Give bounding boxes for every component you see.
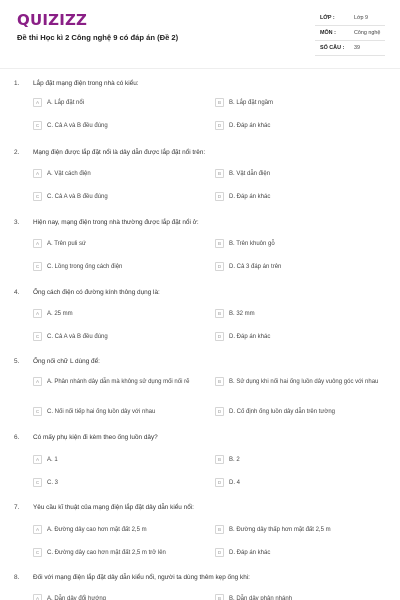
meta-row-grade [315, 11, 385, 26]
question-text: Mạng điện được lắp đặt nổi là dây dẫn được lắp đặt nổi trên: [33, 149, 206, 156]
question-number: 7. [14, 504, 20, 511]
meta-key: LỚP : [320, 15, 335, 21]
meta-key: SỐ CÂU : [320, 45, 345, 51]
meta-key: MÔN : [320, 30, 336, 36]
option-letter-box: D [215, 192, 224, 201]
option-text: B. Sử dụng khi nối hai ống luồn dây vuông góc với nhau [229, 379, 379, 385]
question-number: 2. [14, 149, 20, 156]
option-b[interactable] [215, 169, 270, 178]
option-text: D. Đáp án khác [229, 334, 271, 340]
option-text: B. Lắp đặt ngầm [229, 100, 274, 106]
option-letter-box: D [215, 262, 224, 271]
option-letter-box: A [33, 594, 42, 600]
option-b[interactable] [215, 455, 240, 464]
option-text: D. Đáp án khác [229, 123, 271, 129]
question-text: Đối với mạng điện lắp đặt dây dẫn kiểu nổi, người ta dùng thêm kẹp ống khi: [33, 574, 250, 581]
option-letter-box: B [215, 239, 224, 248]
header-divider [0, 68, 400, 69]
question-text: Hiện nay, mạng điện trong nhà thường được lắp đặt nổi ở: [33, 219, 199, 226]
option-d[interactable] [215, 192, 270, 201]
option-text: C. Cả A và B đều đúng [47, 194, 108, 200]
option-letter-box: D [215, 407, 224, 416]
option-letter-box: C [33, 262, 42, 271]
meta-row-subject [315, 26, 385, 41]
option-letter-box: A [33, 169, 42, 178]
option-b[interactable] [215, 98, 273, 107]
option-c[interactable] [33, 407, 155, 416]
option-d[interactable] [215, 262, 281, 271]
quiz-meta [315, 11, 385, 56]
option-a[interactable] [33, 169, 91, 178]
option-b[interactable] [215, 309, 255, 318]
option-letter-box: C [33, 478, 42, 487]
meta-value: Lớp 9 [354, 15, 369, 21]
option-a[interactable] [33, 309, 73, 318]
option-letter-box: D [215, 332, 224, 341]
option-letter-box: B [215, 455, 224, 464]
question-text: Yêu cầu kĩ thuật của mạng điện lắp đặt dây dẫn kiểu nổi: [33, 504, 194, 511]
option-text: D. Cố định ống luồn dây dẫn trên tường [229, 409, 336, 415]
question-number: 1. [14, 80, 20, 87]
option-text: D. Đáp án khác [229, 550, 271, 556]
option-text: A. 1 [47, 457, 58, 463]
option-d[interactable] [215, 121, 270, 130]
option-c[interactable] [33, 121, 108, 130]
option-letter-box: D [215, 478, 224, 487]
question-text: Có mấy phụ kiện đi kèm theo ống luồn dây? [33, 434, 158, 441]
question-text: Ống cách điện có đường kính thông dụng là: [33, 289, 160, 296]
option-text: C. 3 [47, 480, 59, 486]
option-c[interactable] [33, 332, 108, 341]
option-b[interactable] [215, 525, 331, 534]
option-text: A. Lắp đặt nổi [47, 100, 85, 106]
option-letter-box: A [33, 377, 42, 386]
option-letter-box: A [33, 455, 42, 464]
option-d[interactable] [215, 407, 335, 416]
option-text: D. Cả 3 đáp án trên [229, 264, 282, 270]
option-a[interactable] [33, 98, 84, 107]
question-number: 5. [14, 358, 20, 365]
option-c[interactable] [33, 478, 58, 487]
question-text: Ống nối chữ L dùng để: [33, 358, 100, 365]
option-letter-box: A [33, 525, 42, 534]
option-letter-box: C [33, 548, 42, 557]
option-d[interactable] [215, 548, 270, 557]
option-text: B. Đường dây thấp hơn mặt đất 2,5 m [229, 527, 331, 533]
option-text: B. Dẫn dây phân nhánh [229, 596, 293, 600]
option-letter-box: C [33, 121, 42, 130]
quiz-title: Đề thi Học kì 2 Công nghệ 9 có đáp án (Đề 2) [17, 33, 179, 42]
option-letter-box: A [33, 98, 42, 107]
option-letter-box: C [33, 332, 42, 341]
option-text: A. Vật cách điện [47, 171, 91, 177]
option-c[interactable] [33, 548, 166, 557]
option-a[interactable] [33, 239, 86, 248]
option-text: D. 4 [229, 480, 241, 486]
option-letter-box: B [215, 594, 224, 600]
option-text: C. Lồng trong ống cách điện [47, 264, 123, 270]
question-text: Lắp đặt mạng điện trong nhà có kiểu: [33, 80, 139, 87]
question-number: 3. [14, 219, 20, 226]
question-number: 4. [14, 289, 20, 296]
option-d[interactable] [215, 332, 270, 341]
option-text: A. Trên puli sứ [47, 241, 87, 247]
option-letter-box: C [33, 192, 42, 201]
header [0, 0, 400, 64]
option-text: C. Nối nối tiếp hai ống luồn dây với nhau [47, 409, 156, 415]
option-text: C. Đường dây cao hơn mặt đất 2,5 m trở lên [47, 550, 166, 556]
meta-value: Công nghệ [354, 30, 381, 36]
option-text: A. Phân nhánh dây dẫn mà không sử dụng mối nối rẽ [47, 379, 190, 385]
option-text: B. Trên khuôn gỗ [229, 241, 275, 247]
option-text: B. Vật dẫn điện [229, 171, 271, 177]
option-c[interactable] [33, 262, 122, 271]
option-b[interactable] [215, 377, 394, 386]
quizizz-logo: QUIZIZZ [17, 11, 88, 29]
option-text: C. Cả A và B đều đúng [47, 334, 108, 340]
option-text: D. Đáp án khác [229, 194, 271, 200]
option-a[interactable] [33, 525, 147, 534]
option-text: A. Đường dây cao hơn mặt đất 2,5 m [47, 527, 147, 533]
option-a[interactable] [33, 377, 207, 386]
question-number: 8. [14, 574, 20, 581]
option-text: C. Cả A và B đều đúng [47, 123, 108, 129]
option-d[interactable] [215, 478, 240, 487]
option-letter-box: A [33, 309, 42, 318]
option-letter-box: D [215, 548, 224, 557]
option-letter-box: B [215, 525, 224, 534]
meta-value: 39 [354, 45, 360, 51]
option-text: B. 2 [229, 457, 240, 463]
option-letter-box: B [215, 169, 224, 178]
option-text: A. 25 mm [47, 311, 73, 317]
question-number: 6. [14, 434, 20, 441]
option-a[interactable] [33, 455, 58, 464]
meta-row-count [315, 41, 385, 56]
option-letter-box: B [215, 377, 224, 386]
option-b[interactable] [215, 239, 275, 248]
option-letter-box: D [215, 121, 224, 130]
option-letter-box: A [33, 239, 42, 248]
option-letter-box: B [215, 309, 224, 318]
option-a[interactable] [33, 594, 106, 600]
option-c[interactable] [33, 192, 108, 201]
option-letter-box: B [215, 98, 224, 107]
option-text: A. Dẫn dây đổi hướng [47, 596, 106, 600]
option-b[interactable] [215, 594, 292, 600]
option-text: B. 32 mm [229, 311, 255, 317]
option-letter-box: C [33, 407, 42, 416]
